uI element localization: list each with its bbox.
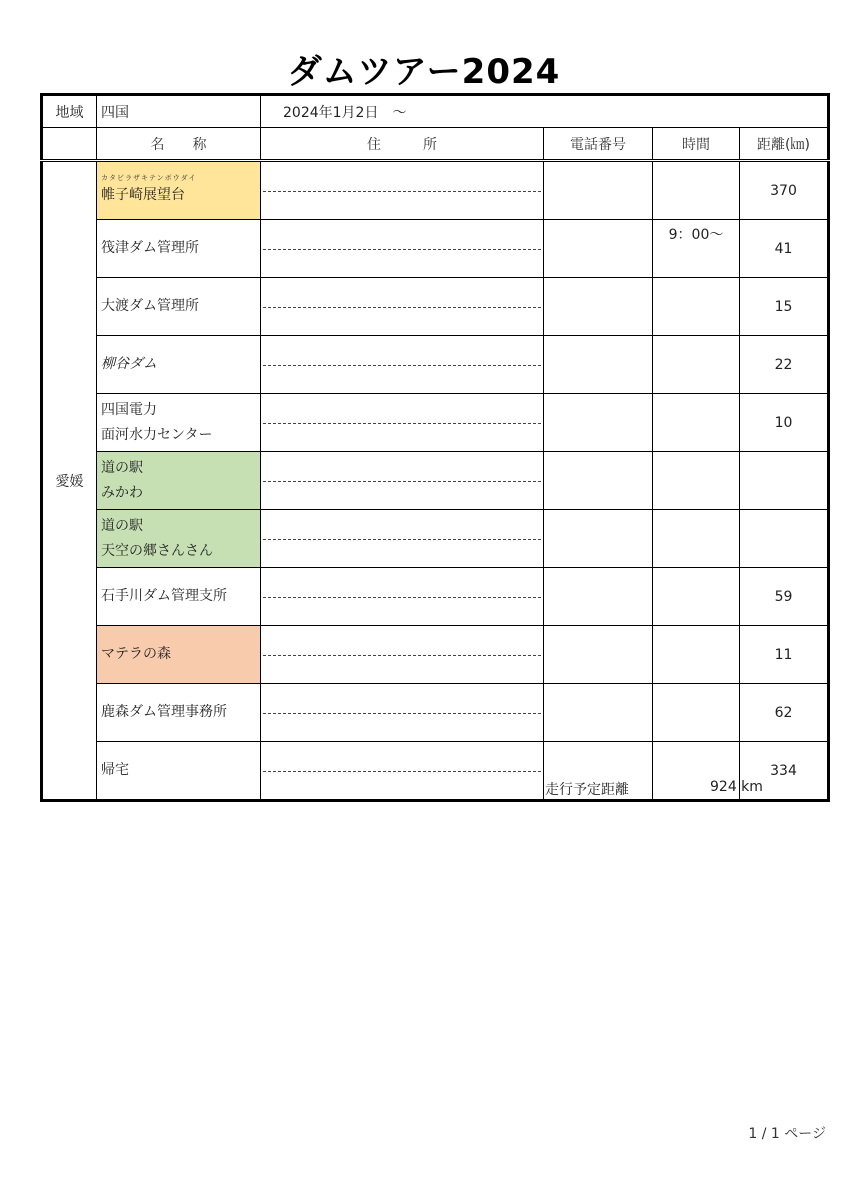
distance-cell: 11: [740, 626, 829, 684]
header-row-region: [42, 95, 829, 128]
table-row: [42, 161, 829, 220]
phone-cell: [544, 278, 653, 336]
table-row: [42, 278, 829, 336]
place-name: 鹿森ダム管理事務所: [101, 704, 227, 720]
address-cell: [261, 220, 544, 278]
distance-cell: 15: [740, 278, 829, 336]
prefecture-cell: 愛媛: [42, 161, 97, 801]
address-cell: [261, 626, 544, 684]
address-cell: [261, 510, 544, 568]
distance-cell: 370: [740, 161, 829, 220]
time-cell: [653, 452, 740, 510]
place-name-cell: [97, 510, 261, 568]
place-name-cell: [97, 220, 261, 278]
address-cell: [261, 452, 544, 510]
tour-date: 2024年1月2日 ～: [261, 95, 829, 128]
table-row: [42, 510, 829, 568]
table-row: [42, 626, 829, 684]
phone-cell: [544, 220, 653, 278]
distance-cell: 62: [740, 684, 829, 742]
time-cell: [653, 568, 740, 626]
page-title: ダムツアー2024: [287, 52, 561, 92]
place-name-cell: [97, 336, 261, 394]
phone-cell: [544, 394, 653, 452]
time-cell: 9：00～: [653, 220, 740, 278]
place-name-line2: 面河水力センター: [101, 426, 213, 443]
address-cell: [261, 684, 544, 742]
place-name-cell: [97, 161, 261, 220]
col-distance-header: 距離(㎞): [740, 128, 829, 161]
time-cell: [653, 161, 740, 220]
table-row: [42, 452, 829, 510]
address-cell: [261, 742, 544, 801]
col-phone-header: 電話番号: [544, 128, 653, 161]
place-name-cell: [97, 568, 261, 626]
total-distance-label: 走行予定距離: [545, 782, 629, 798]
place-name-cell: [97, 626, 261, 684]
place-name: 筏津ダム管理所: [101, 240, 199, 256]
place-name-ruby: カタビラザキテンボウダイ: [101, 173, 197, 182]
col-name-header: 名 称: [97, 128, 261, 161]
place-name: 大渡ダム管理所: [101, 298, 199, 314]
phone-cell: [544, 684, 653, 742]
phone-cell: [544, 161, 653, 220]
total-distance: [545, 779, 763, 799]
col-prefecture-header: [42, 128, 97, 161]
time-cell: [653, 626, 740, 684]
place-name-cell: [97, 452, 261, 510]
table-row: [42, 684, 829, 742]
table-row: [42, 394, 829, 452]
distance-cell: [740, 510, 829, 568]
place-name: 柳谷ダム: [101, 356, 157, 372]
header-row-columns: [42, 128, 829, 161]
col-address-header: 住 所: [261, 128, 544, 161]
place-name-line1: 四国電力: [101, 401, 157, 418]
page-number: 1 / 1 ページ: [748, 1126, 826, 1142]
address-cell: [261, 394, 544, 452]
distance-cell: 41: [740, 220, 829, 278]
phone-cell: [544, 510, 653, 568]
place-name-cell: [97, 684, 261, 742]
address-cell: [261, 278, 544, 336]
place-name: 石手川ダム管理支所: [101, 588, 227, 604]
region-value: 四国: [97, 95, 261, 128]
address-cell: [261, 161, 544, 220]
place-name: 帰宅: [101, 762, 129, 778]
time-cell: [653, 336, 740, 394]
distance-cell: 22: [740, 336, 829, 394]
phone-cell: [544, 452, 653, 510]
time-cell: [653, 510, 740, 568]
table-row: [42, 220, 829, 278]
place-name-cell: [97, 742, 261, 801]
region-label: 地域: [42, 95, 97, 128]
phone-cell: [544, 626, 653, 684]
total-distance-value: 924 km: [710, 779, 763, 795]
place-name-line2: みかわ: [101, 484, 143, 501]
tour-table: [40, 93, 830, 802]
col-time-header: 時間: [653, 128, 740, 161]
time-cell: [653, 394, 740, 452]
distance-cell: [740, 452, 829, 510]
place-name-line2: 天空の郷さんさん: [101, 542, 213, 559]
table-row: [42, 568, 829, 626]
place-name-line1: 道の駅: [101, 459, 143, 476]
place-name: マテラの森: [101, 646, 171, 662]
place-name-cell: [97, 394, 261, 452]
time-cell: [653, 278, 740, 336]
distance-cell: 59: [740, 568, 829, 626]
address-cell: [261, 568, 544, 626]
distance-cell: 10: [740, 394, 829, 452]
place-name-cell: [97, 278, 261, 336]
time-cell: [653, 684, 740, 742]
address-cell: [261, 336, 544, 394]
table-row: [42, 336, 829, 394]
phone-cell: [544, 336, 653, 394]
phone-cell: [544, 568, 653, 626]
distance-cell: 334: [740, 742, 829, 801]
place-name-line1: 道の駅: [101, 517, 143, 534]
place-name: 帷子崎展望台: [101, 186, 185, 203]
